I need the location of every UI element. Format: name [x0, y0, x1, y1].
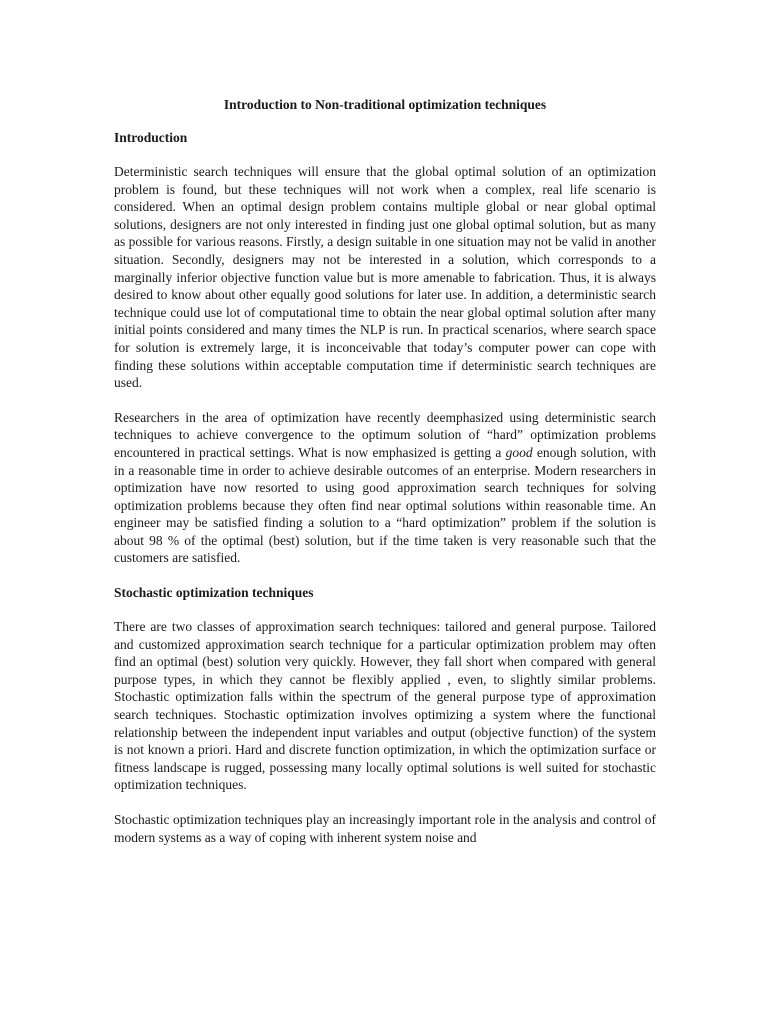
document-title: Introduction to Non-traditional optimization techniques: [223, 97, 547, 112]
paragraph-deterministic-search: Deterministic search techniques will ensure that the global optimal solution of an optimization problem is found, but these techniques will not work when a complex, real life scenario is considered. When an optimal design problem contains multiple global or near global optimal solutions, designers are not only interested in finding just one global optimal solution, but as many as possible for various reasons. Firstly, a design suitable in one situation may not be valid in another situation. Secondly, designers may not be interested in a solution, which corresponds to a marginally inferior objective function value but is more amenable to fabrication. Thus, it is always desired to know about other equally good solutions for later use. In addition, a deterministic search technique could use lot of computational time to obtain the near global optimal solution after many initial points considered and many times the NLP is run. In practical scenarios, where search space for solution is extremely large, it is inconceivable that today’s computer power can cope with finding these solutions within acceptable computation time if deterministic search techniques are used.: [114, 164, 656, 391]
section-heading-introduction: Introduction: [114, 130, 188, 145]
paragraph-text: enough solution, with in a reasonable time in order to achieve desirable outcomes of an enterprise. Modern researchers in optimization have now resorted to using good approximation search techniques for solving optimization problems because they often find near optimal solutions within reasonable time. An engineer may be satisfied finding a solution to a “hard optimization” problem if the solution is about 98 % of the optimal (best) solution, but if the time taken is very reasonable such that the customers are satisfied.: [114, 444, 656, 566]
paragraph-approximation-classes: There are two classes of approximation search techniques: tailored and general purpose. Tailored and customized approximation search technique for a particular optimization problem may often find an optimal (best) solution very quickly. However, they fall short when compared with general purpose types, in which they cannot be flexibly applied , even, to slightly similar problems. Stochastic optimization falls within the spectrum of the general purpose type of approximation search techniques. Stochastic optimization involves optimizing a system where the functional relationship between the independent input variables and output (objective function) of the system is not known a priori. Hard and discrete function optimization, in which the optimization surface or fitness landscape is rugged, possessing many locally optimal solutions is well suited for stochastic optimization techniques.: [114, 619, 656, 793]
paragraph-stochastic-role: Stochastic optimization techniques play an increasingly important role in the analysis and control of modern systems as a way of coping with inherent system noise and: [114, 812, 656, 845]
emphasized-word: good: [505, 444, 533, 460]
paragraph-text: Researchers in the area of optimization have recently deemphasized using deterministic search techniques to achieve convergence to the optimum solution of “hard” optimization problems encountered in practical settings. What is now emphasized is getting a: [114, 409, 656, 460]
paragraph-researchers: [114, 409, 656, 567]
section-heading-stochastic: Stochastic optimization techniques: [114, 585, 314, 601]
